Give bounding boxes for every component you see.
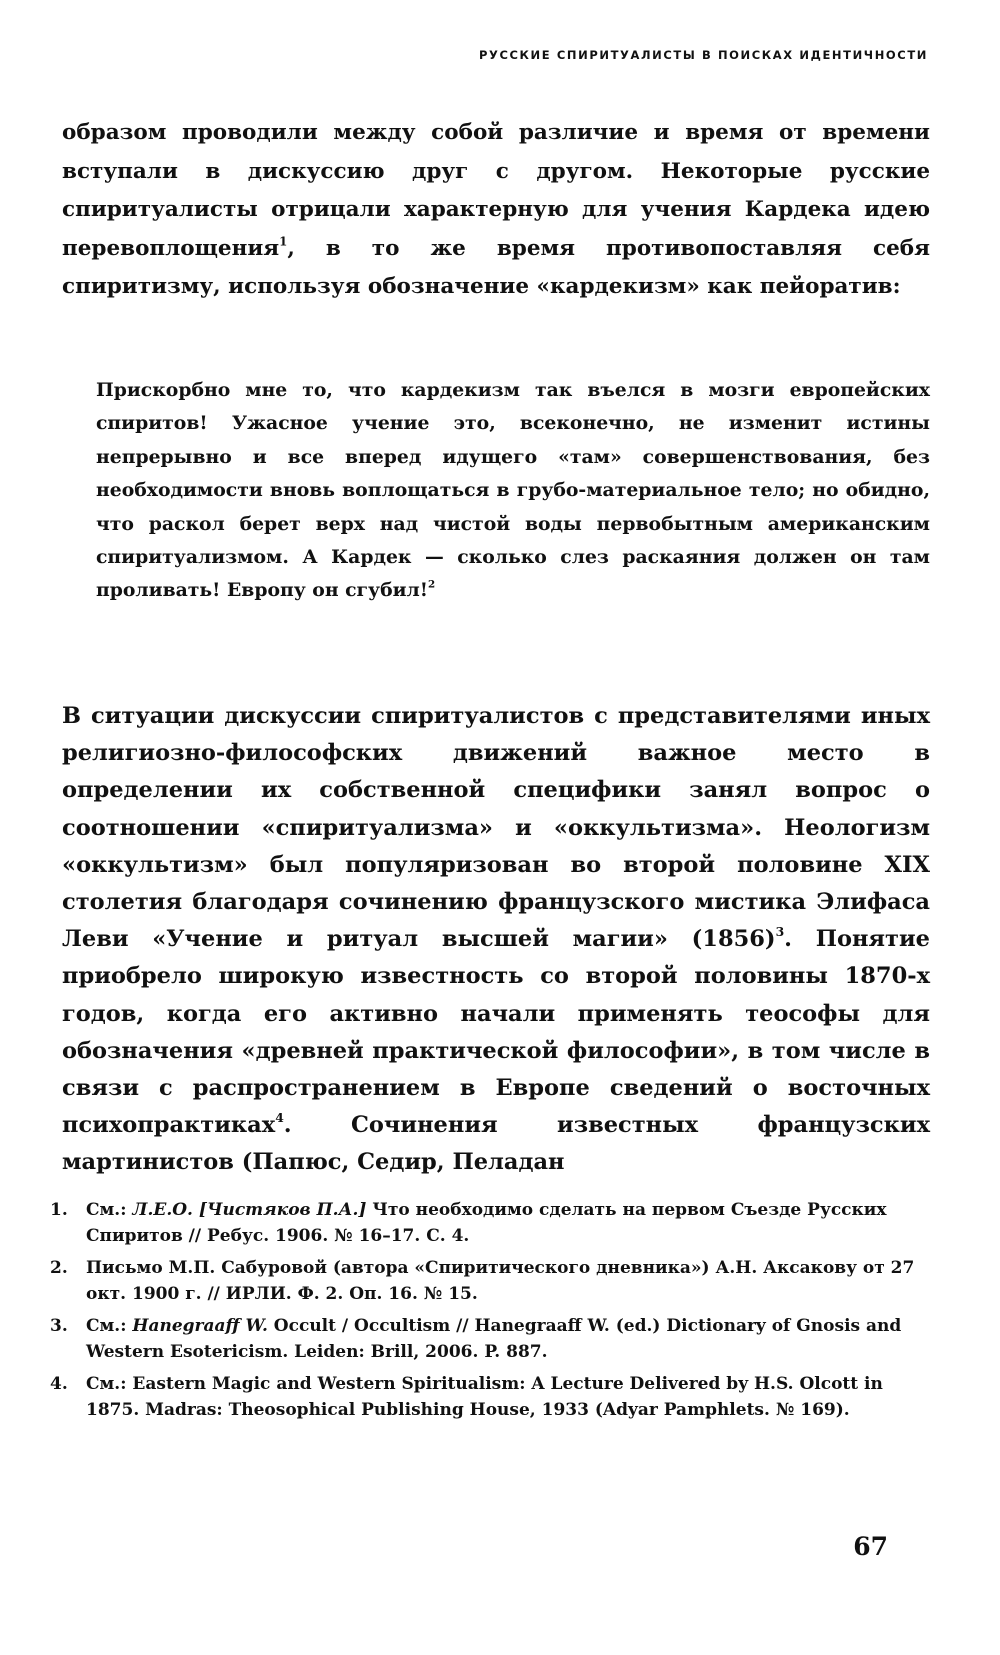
page-number: 67	[853, 1532, 888, 1561]
paragraph-2-text-c: . Сочинения известных французских мартинистов (Папюс, Седир, Пеладан	[62, 1112, 930, 1176]
footnote-prefix: См.:	[86, 1374, 133, 1394]
footnotes-list	[50, 1198, 930, 1430]
footnote-text: Что необходимо сделать на первом Съезде Русских Спиритов // Ребус. 1906. № 16–17. С. 4.	[86, 1200, 887, 1246]
footnote-prefix: См.:	[86, 1316, 133, 1336]
paragraph-2	[62, 698, 930, 1182]
footnote-number: 1.	[50, 1200, 68, 1220]
footnote-text: Письмо М.П. Сабуровой (автора «Спиритического дневника») А.Н. Аксакову от 27 окт. 1900 г. // ИРЛИ. Ф. 2. Оп. 16. № 15.	[86, 1258, 915, 1304]
footnote-1	[50, 1198, 930, 1249]
footnote-prefix: См.:	[86, 1200, 133, 1220]
footnote-ref-2[interactable]: 2	[428, 579, 436, 592]
footnote-2	[50, 1256, 930, 1307]
footnote-text: Eastern Magic and Western Spiritualism: A Lecture Delivered by H.S. Olcott in 1875. Madras: Theosophical Publishing House, 1933 (Adyar Pamphlets. № 169).	[86, 1374, 883, 1420]
quote-text: Прискорбно мне то, что кардекизм так въелся в мозги европейских спиритов! Ужасное учение это, всеконечно, не изменит истины непрерывно и все вперед идущего «там» совершенствования, без необходимости вновь воплощаться в грубо-материальное тело; но обидно, что раскол берет верх над чистой воды первобытным американским спиритуализмом. А Кардек — сколько слез раскаяния должен он там проливать! Европу он сгубил!	[96, 379, 930, 602]
paragraph-2-text-a: В ситуации дискуссии спиритуалистов с представителями иных религиозно-философских движений важное место в определении их собственной специфики занял вопрос о соотношении «спиритуализма» и «оккультизма». Неологизм «оккультизм» был популяризован во второй половине XIX столетия благодаря сочинению французского мистика Элифаса Леви «Учение и ритуал высшей магии» (1856)	[62, 703, 930, 953]
footnote-ref-4[interactable]: 4	[275, 1110, 284, 1126]
footnote-author: Л.Е.О. [Чистяков П.А.]	[132, 1200, 367, 1220]
footnote-text: Occult / Occultism // Hanegraaff W. (ed.) Dictionary of Gnosis and Western Esotericism. Leiden: Brill, 2006. P. 887.	[86, 1316, 902, 1362]
footnote-3	[50, 1314, 930, 1365]
footnote-number: 2.	[50, 1258, 68, 1278]
paragraph-1-text: образом проводили между собой различие и время от времени вступали в дискуссию друг с другом. Некоторые русские спиритуалисты отрицали характерную для учения Кардека идею перевоплощения	[62, 120, 930, 261]
footnote-ref-1[interactable]: 1	[279, 234, 288, 249]
paragraph-1	[62, 114, 930, 307]
block-quote	[96, 374, 930, 608]
footnote-number: 3.	[50, 1316, 68, 1336]
footnote-ref-3[interactable]: 3	[775, 924, 785, 940]
paragraph-2-text-b: . Понятие приобрело широкую известность со второй половины 1870-х годов, когда его активно начали применять теософы для обозначения «древней практической философии», в том числе в связи с распространением в Европе сведений о восточных психопрактиках	[62, 926, 930, 1139]
paragraph-1-text-after: , в то же время противопоставляя себя спиритизму, используя обозначение «кардекизм» как пейоратив:	[62, 235, 930, 300]
footnote-author: Hanegraaff W.	[132, 1316, 268, 1336]
footnote-4	[50, 1372, 930, 1423]
running-head: РУССКИЕ СПИРИТУАЛИСТЫ В ПОИСКАХ ИДЕНТИЧНОСТИ	[478, 48, 928, 62]
footnote-number: 4.	[50, 1374, 68, 1394]
